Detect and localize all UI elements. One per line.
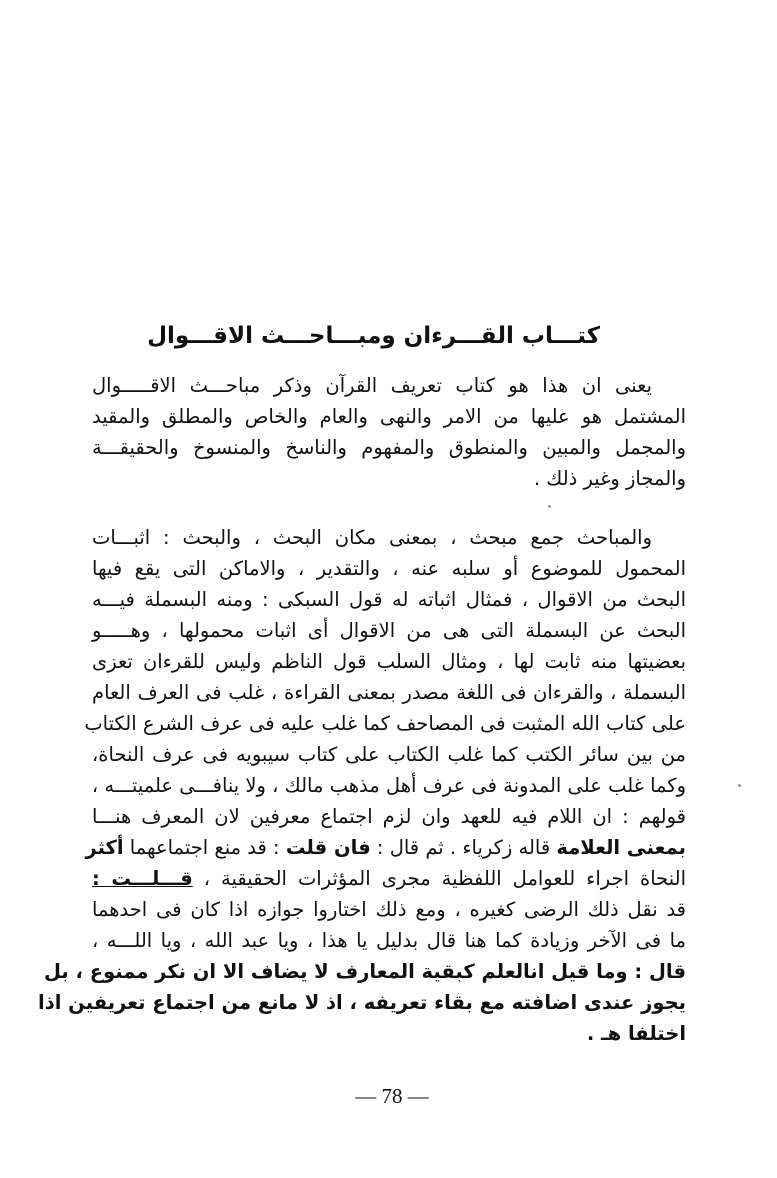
scan-speck (738, 784, 741, 787)
text-line: البحث من الاقوال ، فمثال اثباته له قول السبكى : ومنه البسملة فيـــه (92, 588, 686, 611)
text-line: على كتاب الله المثبت فى المصاحف كما غلب عليه فى عرف الشرع الكتاب (84, 712, 686, 735)
text-line: البسملة ، والقرءان فى اللغة مصدر بمعنى القراءة ، غلب فى العرف العام (92, 681, 686, 704)
paragraph-1 (92, 370, 686, 494)
text-line: قولهم : ان اللام فيه للعهد وان لزم اجتماع معرفين لان المعرف هنـــا (92, 805, 686, 828)
paragraph-2 (38, 522, 686, 1049)
text-line: والمجاز وغير ذلك . (533, 467, 686, 490)
bold-phrase-fa-in-qulta: فان قلت (285, 836, 371, 859)
text-line: والمباحث جمع مبحث ، بمعنى مكان البحث ، والبحث : اثبـــات (92, 526, 652, 549)
text-line: المشتمل هو عليها من الامر والنهى والعام والخاص والمطلق والمقيد (92, 405, 686, 428)
bold-phrase: بمعنى العلامة (556, 836, 686, 859)
text-line: البحث عن البسملة التى هى من الاقوال أى اثبات محمولها ، وهـــــو (92, 619, 686, 642)
text-line: والمجمل والمبين والمنطوق والمفهوم والناسخ والمنسوخ والحقيقـــة (92, 436, 686, 459)
text-line-mixed (92, 863, 686, 894)
text-line: يجوز عندى اضافته مع بقاء تعريفه ، اذ لا مانع من اجتماع تعريفين اذا (38, 991, 686, 1014)
text-line: بعضيتها منه ثابت لها ، ومثال السلب قول الناظم وليس للقرءان تعزى (92, 650, 686, 673)
text-line: وكما غلب على المدونة فى عرف أهل مذهب مالك ، ولا ينافـــى علميتـــه ، (91, 774, 686, 797)
text-line: من بين سائر الكتب كما غلب الكتاب على كتاب سيبويه فى عرف النحاة، (92, 743, 686, 766)
text-line-mixed (85, 832, 686, 863)
text-run: : قد منع اجتماعهما (123, 836, 286, 859)
text-line: يعنى ان هذا هو كتاب تعريف القرآن وذكر مباحـــث الاقـــــوال (92, 374, 652, 397)
text-line: قد نقل ذلك الرضى كغيره ، ومع ذلك اختاروا جوازه اذا كان فى احدهما (92, 898, 686, 921)
text-line: المحمول للموضوع أو سلبه عنه ، والتقدير ، والاماكن التى يقع فيها (92, 557, 686, 580)
text-run: قاله زكرياء . ثم قال : (370, 836, 557, 859)
bold-phrase: أكثر (85, 836, 124, 859)
text-run: النحاة اجراء للعوامل اللفظية مجرى المؤثرات الحقيقية ، (192, 867, 686, 890)
scan-speck (548, 505, 551, 508)
page-number: — 78 — (355, 1084, 429, 1108)
text-line: اختلفا هـ . (586, 1022, 686, 1045)
bold-underlined-qultu: قـــلـــت : (92, 867, 193, 890)
section-title: كتـــاب القـــرءان ومبـــاحـــث الاقـــوال (147, 323, 600, 349)
text-line: ما فى الآخر وزيادة كما هنا قال بدليل يا هذا ، ويا عبد الله ، ويا اللـــه ، (92, 929, 686, 952)
text-line: قال : وما قيل انالعلم كبقية المعارف لا يضاف الا ان نكر ممنوع ، بل (44, 960, 686, 983)
